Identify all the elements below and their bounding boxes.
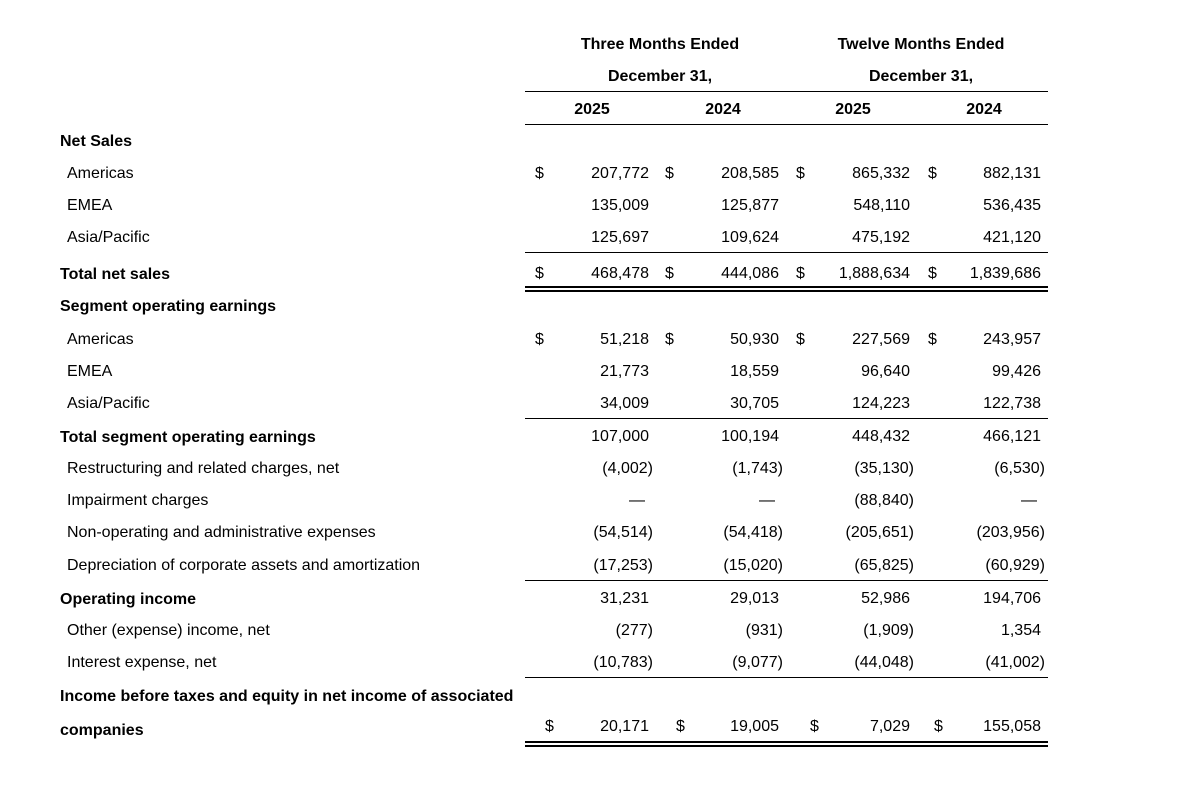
value-cell: 1,839,686 — [969, 265, 1041, 282]
row-label: Asia/Pacific — [67, 395, 150, 412]
row-label: Net Sales — [60, 133, 133, 150]
value-cell: (205,651) — [845, 524, 914, 541]
value-cell: 50,930 — [730, 331, 779, 348]
header-three-months-line2: December 31, — [607, 68, 713, 85]
header-twelve-months-line2: December 31, — [868, 68, 974, 85]
value-cell: 421,120 — [983, 229, 1041, 246]
value-cell: 548,110 — [853, 197, 910, 214]
value-cell: (54,514) — [593, 524, 653, 541]
value-cell: (15,020) — [723, 557, 783, 574]
subtotal-rule — [525, 677, 1048, 678]
value-cell: — — [759, 492, 775, 509]
value-cell: 19,005 — [730, 718, 779, 735]
value-cell: 125,877 — [721, 197, 779, 214]
value-cell: 1,888,634 — [838, 265, 910, 282]
value-cell: 7,029 — [869, 718, 910, 735]
value-cell: 448,432 — [852, 428, 910, 445]
value-cell: 466,121 — [983, 428, 1041, 445]
row-label: Non-operating and administrative expenses — [67, 524, 376, 541]
year-header: 2024 — [705, 101, 741, 118]
year-header-divider — [525, 124, 1048, 125]
value-cell: (44,048) — [854, 654, 914, 671]
header-three-months-line1: Three Months Ended — [580, 36, 740, 53]
value-cell: 52,986 — [861, 590, 910, 607]
year-header: 2025 — [574, 101, 610, 118]
value-cell: (9,077) — [732, 654, 783, 671]
currency-symbol: $ — [665, 165, 674, 182]
value-cell: 444,086 — [721, 265, 779, 282]
value-cell: 100,194 — [721, 428, 779, 445]
value-cell: (17,253) — [593, 557, 653, 574]
value-cell: 34,009 — [600, 395, 649, 412]
value-cell: 124,223 — [852, 395, 910, 412]
value-cell: 194,706 — [983, 590, 1041, 607]
row-label: Asia/Pacific — [67, 229, 150, 246]
value-cell: — — [629, 492, 645, 509]
row-label: Segment operating earnings — [60, 298, 277, 315]
value-cell: (65,825) — [854, 557, 914, 574]
value-cell: 99,426 — [992, 363, 1041, 380]
currency-symbol: $ — [665, 265, 674, 282]
value-cell: (931) — [745, 622, 783, 639]
row-label: Americas — [67, 165, 134, 182]
value-cell: 29,013 — [730, 590, 779, 607]
value-cell: (60,929) — [985, 557, 1045, 574]
value-cell: 1,354 — [1000, 622, 1041, 639]
value-cell: 468,478 — [591, 265, 649, 282]
currency-symbol: $ — [676, 718, 685, 735]
value-cell: 96,640 — [861, 363, 910, 380]
row-label: Interest expense, net — [67, 654, 217, 671]
currency-symbol: $ — [934, 718, 943, 735]
row-label: EMEA — [67, 363, 113, 380]
currency-symbol: $ — [796, 331, 805, 348]
row-label: Restructuring and related charges, net — [67, 460, 340, 477]
currency-symbol: $ — [928, 331, 937, 348]
currency-symbol: $ — [796, 265, 805, 282]
year-header: 2024 — [966, 101, 1002, 118]
currency-symbol: $ — [665, 331, 674, 348]
header-twelve-months-line1: Twelve Months Ended — [837, 36, 1005, 53]
value-cell: 20,171 — [600, 718, 649, 735]
value-cell: 30,705 — [730, 395, 779, 412]
value-cell: 21,773 — [600, 363, 649, 380]
value-cell: (35,130) — [854, 460, 914, 477]
value-cell: — — [1021, 492, 1037, 509]
currency-symbol: $ — [545, 718, 554, 735]
currency-symbol: $ — [796, 165, 805, 182]
value-cell: (277) — [615, 622, 653, 639]
value-cell: (203,956) — [976, 524, 1045, 541]
value-cell: (1,743) — [732, 460, 783, 477]
subtotal-rule — [525, 418, 1048, 419]
currency-symbol: $ — [810, 718, 819, 735]
currency-symbol: $ — [535, 331, 544, 348]
value-cell: 475,192 — [852, 229, 910, 246]
value-cell: 31,231 — [600, 590, 649, 607]
row-label: EMEA — [67, 197, 113, 214]
currency-symbol: $ — [928, 265, 937, 282]
value-cell: 227,569 — [852, 331, 910, 348]
row-label: Other (expense) income, net — [67, 622, 270, 639]
value-cell: 243,957 — [983, 331, 1041, 348]
value-cell: 207,772 — [591, 165, 649, 182]
value-cell: 155,058 — [983, 718, 1041, 735]
subtotal-rule — [525, 580, 1048, 581]
year-header: 2025 — [835, 101, 871, 118]
total-double-rule — [525, 286, 1048, 292]
total-double-rule — [525, 741, 1048, 747]
value-cell: 208,585 — [721, 165, 779, 182]
value-cell: (88,840) — [854, 492, 914, 509]
currency-symbol: $ — [535, 265, 544, 282]
subtotal-rule — [525, 252, 1048, 253]
currency-symbol: $ — [535, 165, 544, 182]
header-divider — [525, 91, 1048, 92]
value-cell: 18,559 — [730, 363, 779, 380]
currency-symbol: $ — [928, 165, 937, 182]
row-label: Depreciation of corporate assets and amortization — [67, 557, 421, 574]
value-cell: (54,418) — [723, 524, 783, 541]
row-label: Impairment charges — [67, 492, 209, 509]
row-label-continued: companies — [60, 722, 144, 739]
row-label: Americas — [67, 331, 134, 348]
value-cell: 122,738 — [983, 395, 1041, 412]
value-cell: (6,530) — [994, 460, 1045, 477]
value-cell: 51,218 — [600, 331, 649, 348]
value-cell: 536,435 — [983, 197, 1041, 214]
value-cell: (4,002) — [602, 460, 653, 477]
value-cell: (10,783) — [593, 654, 653, 671]
row-label: Total segment operating earnings — [60, 429, 316, 446]
row-label: Total net sales — [60, 266, 170, 283]
row-label: Operating income — [60, 591, 197, 608]
value-cell: (1,909) — [863, 622, 914, 639]
value-cell: 107,000 — [591, 428, 649, 445]
value-cell: 135,009 — [591, 197, 649, 214]
value-cell: 865,332 — [852, 165, 910, 182]
value-cell: 882,131 — [983, 165, 1041, 182]
value-cell: 109,624 — [721, 229, 779, 246]
value-cell: 125,697 — [591, 229, 649, 246]
row-label: Income before taxes and equity in net income of associated — [60, 688, 514, 705]
value-cell: (41,002) — [985, 654, 1045, 671]
